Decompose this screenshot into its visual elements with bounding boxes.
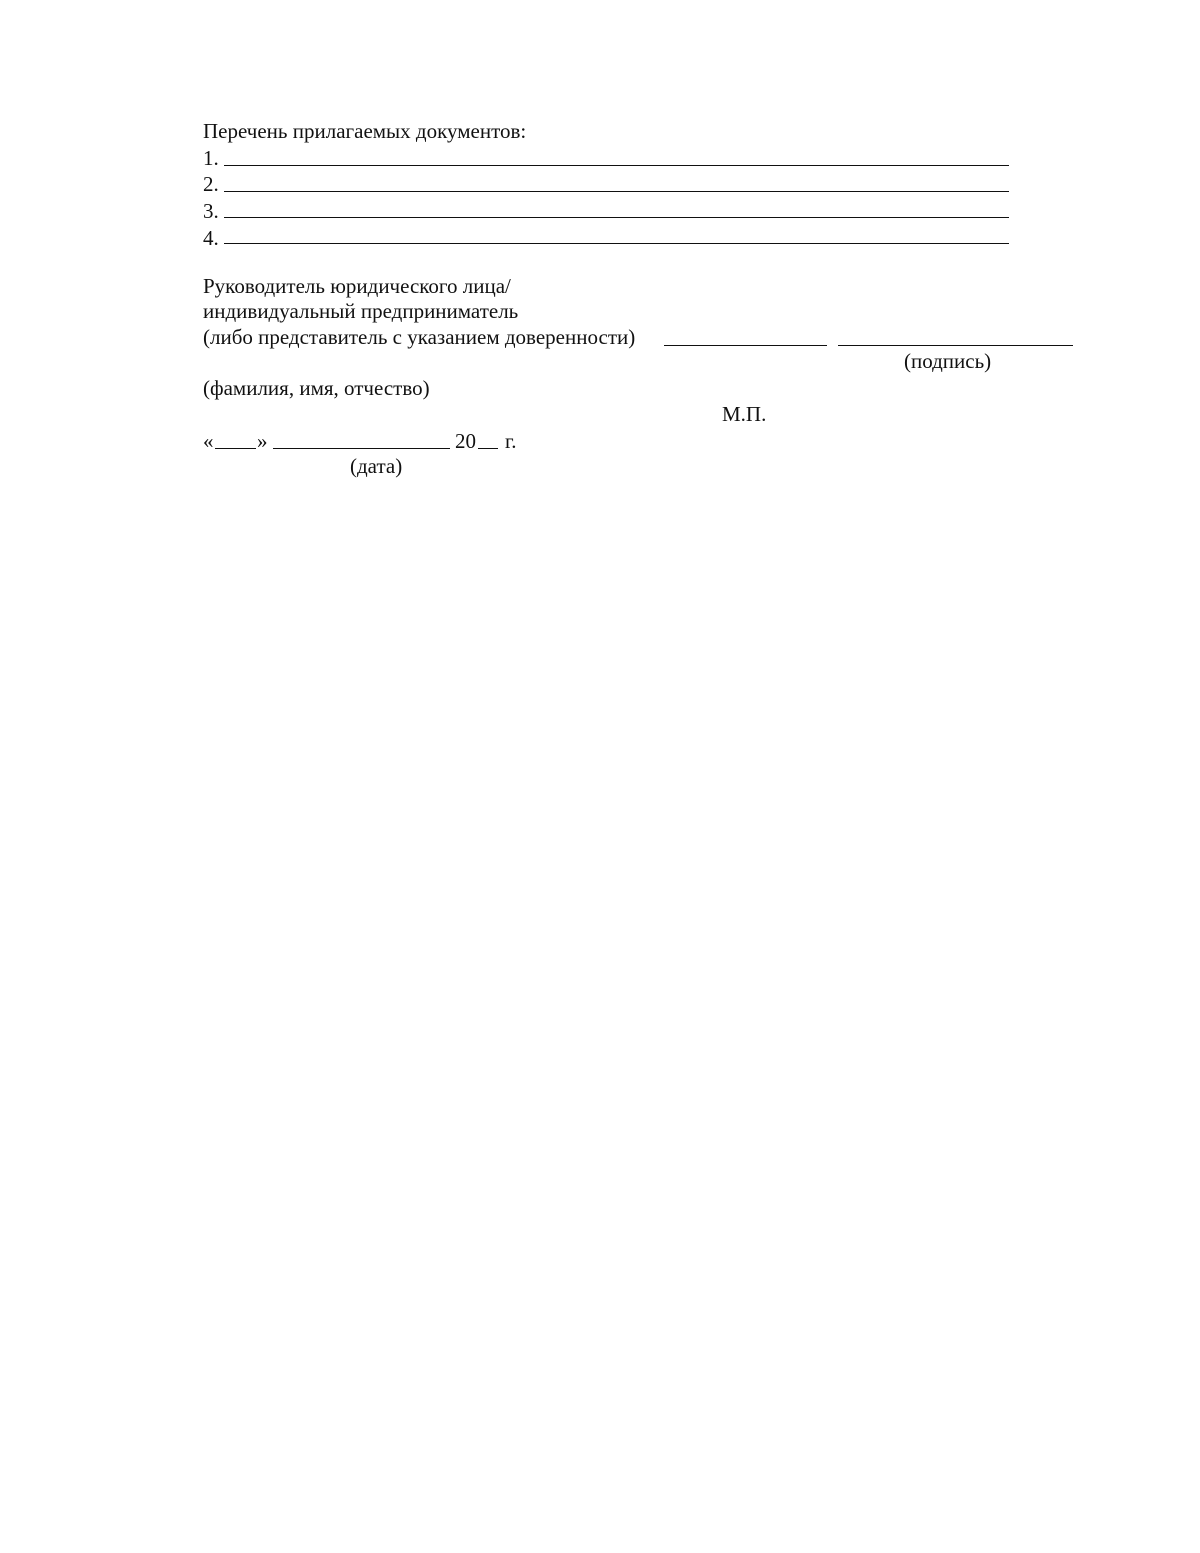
list-item-blank-line: [224, 217, 1009, 218]
seal-label: М.П.: [722, 402, 767, 426]
list-item-number: 3.: [203, 199, 219, 223]
signatory-line-2: индивидуальный предприниматель: [203, 299, 519, 323]
day-blank-line: [215, 448, 256, 449]
list-item-blank-line: [224, 165, 1009, 166]
list-item-blank-line: [224, 243, 1009, 244]
signatory-line-1: Руководитель юридического лица/: [203, 274, 511, 298]
list-item-number: 1.: [203, 146, 219, 170]
date-caption: (дата): [350, 454, 403, 478]
list-item-number: 4.: [203, 226, 219, 250]
position-blank-line: [664, 345, 827, 346]
list-item-number: 2.: [203, 172, 219, 196]
name-caption: (фамилия, имя, отчество): [203, 376, 430, 400]
year-suffix: г.: [505, 429, 517, 453]
documents-list-heading: Перечень прилагаемых документов:: [203, 119, 527, 143]
signature-caption: (подпись): [904, 349, 992, 373]
date-close-quote: »: [257, 429, 268, 453]
signature-blank-line: [838, 345, 1073, 346]
month-blank-line: [273, 448, 450, 449]
list-item-blank-line: [224, 191, 1009, 192]
year-prefix: 20: [455, 429, 476, 453]
year-blank-line: [478, 448, 498, 449]
signatory-line-3: (либо представитель с указанием доверенности): [203, 325, 636, 349]
date-open-quote: «: [203, 429, 214, 453]
